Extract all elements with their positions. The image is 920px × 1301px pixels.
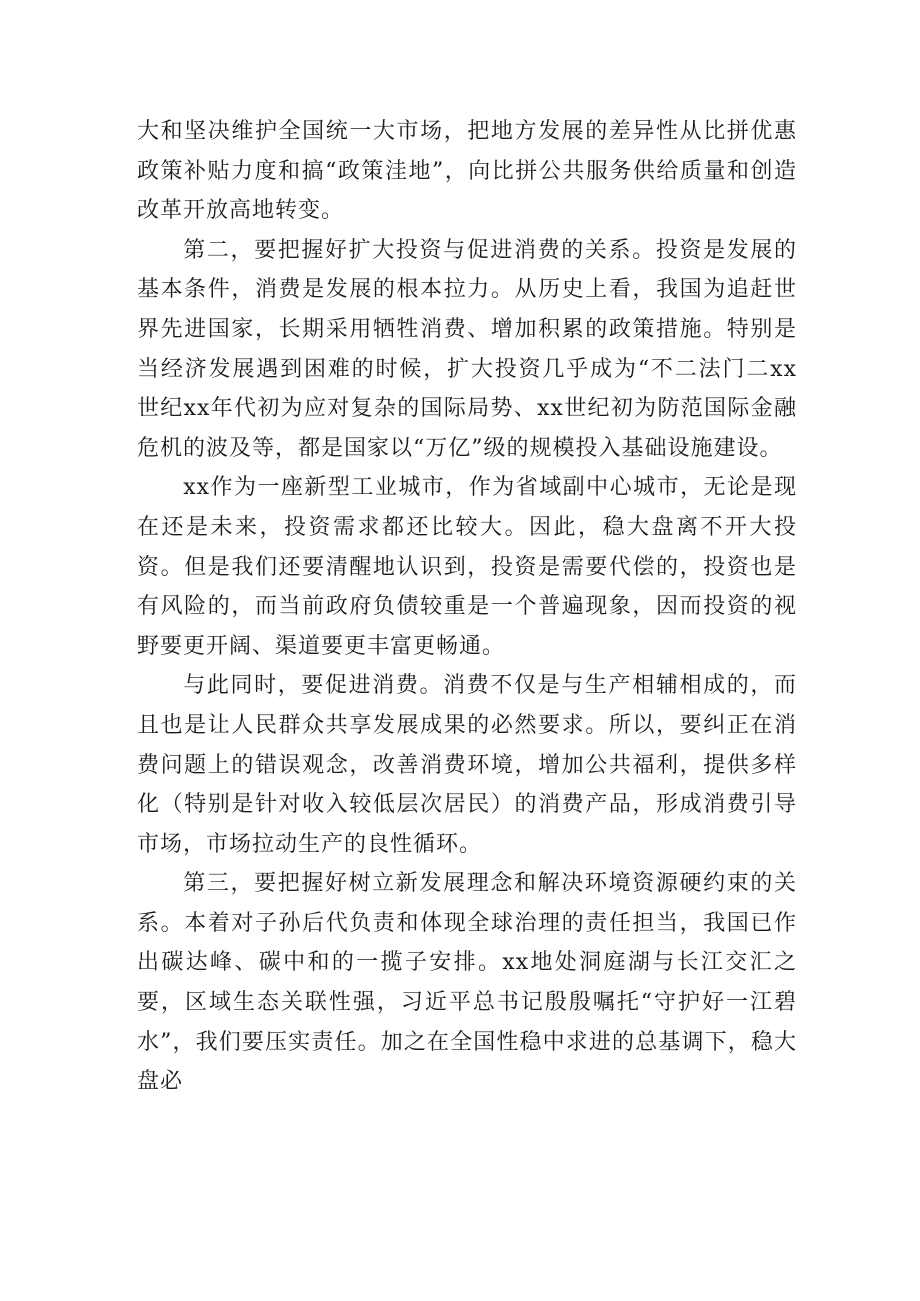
document-body bbox=[137, 112, 797, 1102]
paragraph-continuation: 大和坚决维护全国统一大市场，把地方发展的差异性从比拼优惠政策补贴力度和搞“政策洼地”，向比拼公共服务供给质量和创造改革开放高地转变。 bbox=[137, 119, 797, 224]
paragraph-city-investment: xx作为一座新型工业城市，作为省域副中心城市，无论是现在还是未来，投资需求都还比较大。因此，稳大盘离不开大投资。但是我们还要清醒地认识到，投资是需要代偿的，投资也是有风险的，而当前政府负债较重是一个普遍现象，因而投资的视野要更开阔、渠道要更丰富更畅通。 bbox=[137, 475, 797, 659]
paragraph-promote-consumption: 与此同时，要促进消费。消费不仅是与生产相辅相成的，而且也是让人民群众共享发展成果的必然要求。所以，要纠正在消费问题上的错误观念，改善消费环境，增加公共福利，提供多样化（特别是针对收入较低层次居民）的消费产品，形成消费引导市场，市场拉动生产的良性循环。 bbox=[137, 673, 797, 857]
paragraph-investment-consumption: 第二，要把握好扩大投资与促进消费的关系。投资是发展的基本条件，消费是发展的根本拉力。从历史上看，我国为追赶世界先进国家，长期采用牺牲消费、增加积累的政策措施。特别是当经济发展遇到困难的时候，扩大投资几乎成为“不二法门二xx世纪xx年代初为应对复杂的国际局势、xx世纪初为防范国际金融危机的波及等，都是国家以“万亿”级的规模投入基础设施建设。 bbox=[137, 237, 797, 461]
paragraph-environment-resources: 第三，要把握好树立新发展理念和解决环境资源硬约束的关系。本着对子孙后代负责和体现全球治理的责任担当，我国已作出碳达峰、碳中和的一揽子安排。xx地处洞庭湖与长江交汇之要，区域生态关联性强，习近平总书记殷殷嘱托“守护好一江碧水”，我们要压实责任。加之在全国性稳中求进的总基调下，稳大盘必 bbox=[137, 871, 797, 1095]
